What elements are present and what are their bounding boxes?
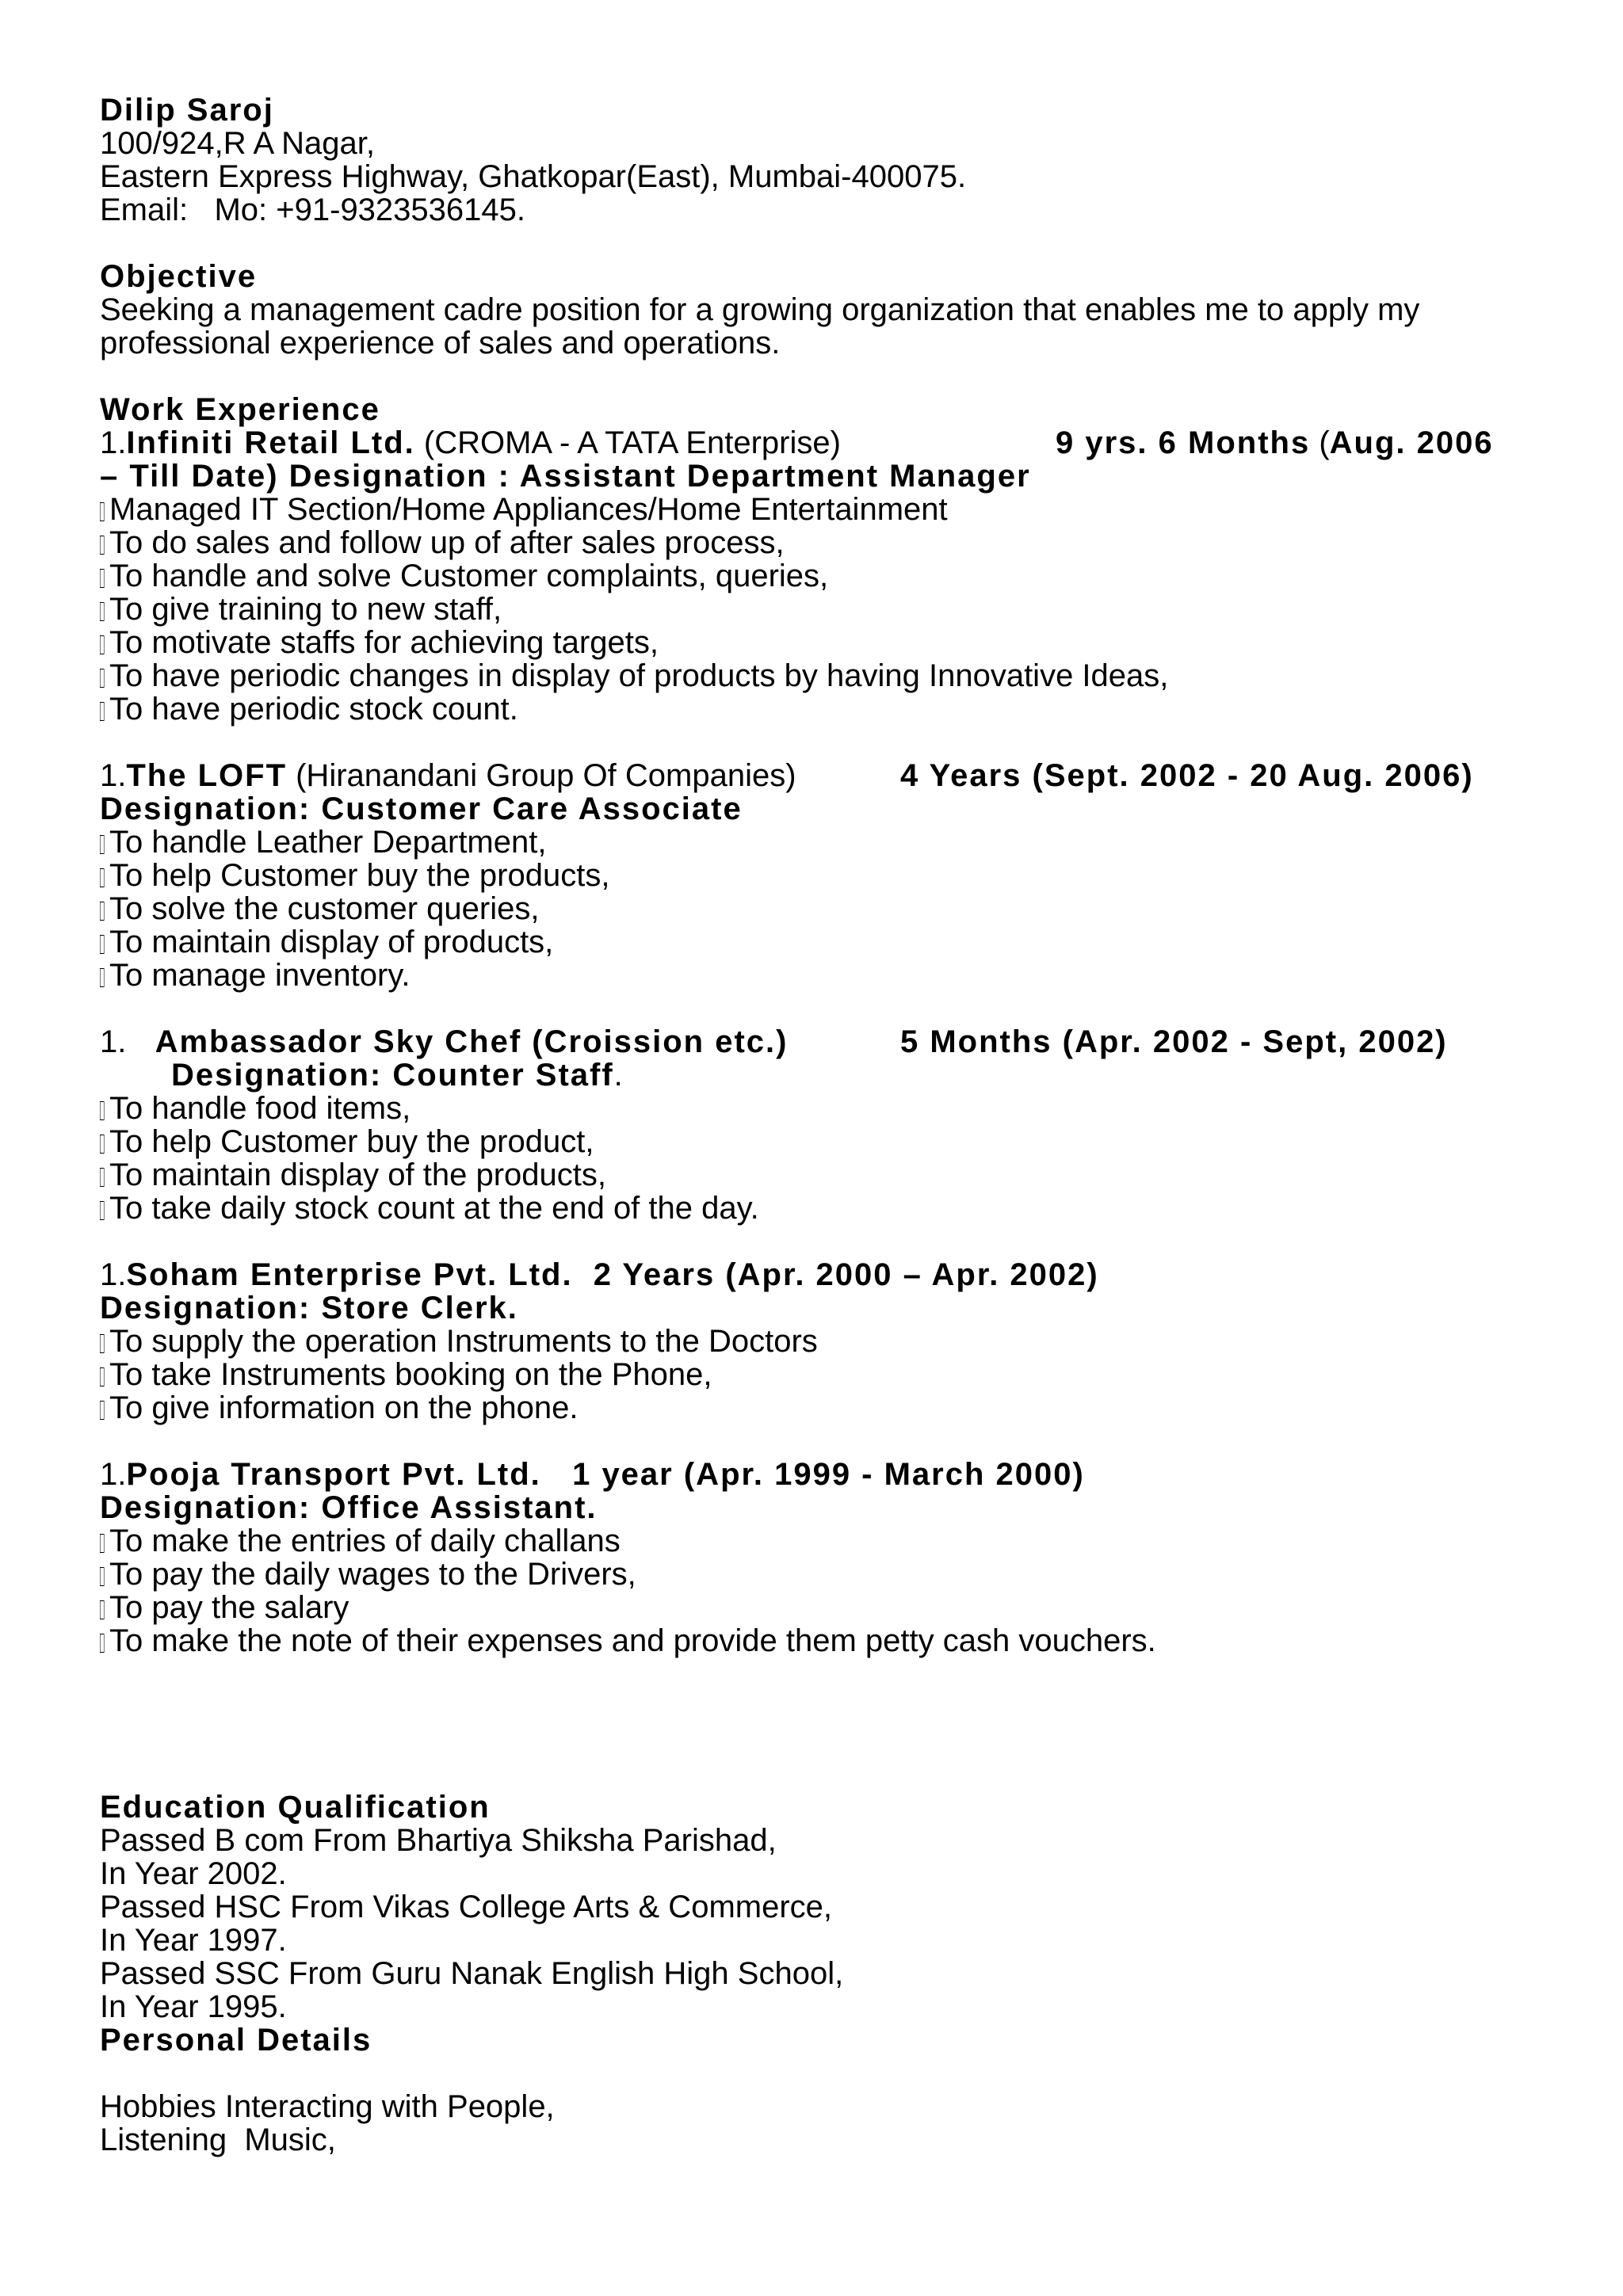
bullet-icon — [100, 1135, 105, 1154]
job-header — [100, 759, 1558, 792]
job-duties-list — [100, 826, 1558, 992]
duty-text: To take Instruments booking on the Phone, — [109, 1357, 712, 1392]
duty-item — [100, 559, 1558, 593]
education-heading: Education Qualification — [100, 1790, 491, 1825]
duty-item — [100, 1092, 1558, 1125]
resume-page — [100, 93, 1558, 2157]
job-duration-paren: ( — [1310, 425, 1330, 460]
duty-item — [100, 859, 1558, 892]
job-duration-start: Aug. 2006 — [1329, 425, 1494, 460]
job-duties-list — [100, 493, 1558, 726]
personal-details-list — [100, 2090, 1558, 2157]
bullet-icon — [100, 502, 105, 521]
bullet-icon — [100, 902, 105, 921]
company-name: Infiniti Retail Ltd. — [126, 425, 415, 460]
duty-item — [100, 1591, 1558, 1624]
personal-detail-line: Hobbies Interacting with People, — [100, 2089, 555, 2124]
bullet-icon — [100, 702, 105, 721]
duty-text: To make the note of their expenses and provide them petty cash vouchers. — [109, 1623, 1156, 1658]
company-name: Pooja Transport Pvt. Ltd. 1 year (Apr. 1999 - March 2000) — [126, 1457, 1085, 1492]
job-duties-list — [100, 1524, 1558, 1657]
job-designation: Designation: Office Assistant. — [100, 1490, 598, 1525]
objective-text-1: Seeking a management cadre position for a growing organization that enables me to apply my — [100, 292, 1420, 327]
duty-item — [100, 1158, 1558, 1192]
job-designation: Designation: Counter Staff — [171, 1058, 614, 1093]
bullet-icon — [100, 1401, 105, 1420]
bullet-icon — [100, 536, 105, 555]
duty-text: To handle and solve Customer complaints, queries, — [109, 559, 829, 593]
duty-item — [100, 692, 1558, 726]
duty-text: To have periodic stock count. — [109, 692, 518, 727]
bullet-icon — [100, 1567, 105, 1586]
work-experience-heading: Work Experience — [100, 392, 380, 427]
bullet-icon — [100, 602, 105, 621]
duty-item — [100, 1325, 1558, 1358]
duty-text: To solve the customer queries, — [109, 891, 540, 926]
job-number: 1. — [100, 1024, 144, 1059]
address-line-2: Eastern Express Highway, Ghatkopar(East), Mumbai-400075. — [100, 159, 967, 194]
education-line: In Year 2002. — [100, 1856, 287, 1891]
duty-item — [100, 925, 1558, 959]
contact-line: Email: Mo: +91-9323536145. — [100, 193, 526, 227]
duty-text: To make the entries of daily challans — [109, 1524, 621, 1558]
duty-item — [100, 1624, 1558, 1657]
duty-item — [100, 826, 1558, 859]
objective-text-2: professional experience of sales and operations. — [100, 326, 781, 360]
duty-text: To handle food items, — [109, 1091, 411, 1126]
bullet-icon — [100, 1534, 105, 1553]
education-line: Passed HSC From Vikas College Arts & Commerce, — [100, 1890, 833, 1924]
duty-text: To pay the daily wages to the Drivers, — [109, 1557, 636, 1592]
job-header — [100, 1258, 1558, 1291]
duty-text: To do sales and follow up of after sales process, — [109, 525, 785, 560]
duty-text: To help Customer buy the product, — [109, 1124, 594, 1159]
designation-period: . — [613, 1058, 623, 1093]
duty-text: To maintain display of products, — [109, 925, 554, 959]
duty-item — [100, 626, 1558, 659]
education-line: Passed SSC From Guru Nanak English High School, — [100, 1956, 844, 1991]
bullet-icon — [100, 835, 105, 854]
job-duration: 5 Months (Apr. 2002 - Sept, 2002) — [900, 1024, 1448, 1059]
duty-text: To help Customer buy the products, — [109, 858, 610, 893]
duty-text: Managed IT Section/Home Appliances/Home Entertainment — [109, 492, 948, 527]
personal-detail-line: Listening Music, — [100, 2122, 336, 2157]
education-line: In Year 1995. — [100, 1989, 287, 2024]
bullet-icon — [100, 635, 105, 654]
bullet-icon — [100, 1334, 105, 1353]
duty-text: To maintain display of the products, — [109, 1158, 607, 1192]
company-name: The LOFT — [126, 758, 287, 793]
duty-item — [100, 959, 1558, 992]
bullet-icon — [100, 1600, 105, 1619]
bullet-icon — [100, 569, 105, 588]
job-duties-list — [100, 1092, 1558, 1225]
duty-text: To manage inventory. — [109, 958, 411, 993]
duty-item — [100, 1558, 1558, 1591]
duty-text: To take daily stock count at the end of the day. — [109, 1191, 759, 1226]
bullet-icon — [100, 968, 105, 987]
job-header — [100, 1458, 1558, 1491]
bullet-icon — [100, 1367, 105, 1386]
duty-item — [100, 659, 1558, 692]
job-designation: Designation: Store Clerk. — [100, 1291, 518, 1325]
duty-item — [100, 1192, 1558, 1225]
candidate-name: Dilip Saroj — [100, 93, 274, 128]
job-designation: Designation: Customer Care Associate — [100, 791, 743, 826]
duty-item — [100, 1358, 1558, 1391]
bullet-icon — [100, 669, 105, 688]
education-line: In Year 1997. — [100, 1923, 287, 1958]
company-name: Ambassador Sky Chef (Croission etc.) — [155, 1024, 789, 1059]
bullet-icon — [100, 935, 105, 954]
bullet-icon — [100, 1201, 105, 1220]
company-name: Soham Enterprise Pvt. Ltd. 2 Years (Apr. 2000 – Apr. 2002) — [126, 1257, 1099, 1292]
duty-item — [100, 892, 1558, 925]
job-number: 1. — [100, 425, 127, 460]
address-line-1: 100/924,R A Nagar, — [100, 126, 375, 161]
duty-item — [100, 1524, 1558, 1558]
bullet-icon — [100, 868, 105, 887]
job-number: 1. — [100, 1457, 127, 1492]
duty-text: To have periodic changes in display of products by having Innovative Ideas, — [109, 658, 1169, 693]
bullet-icon — [100, 1101, 105, 1120]
duty-item — [100, 1391, 1558, 1425]
duty-text: To supply the operation Instruments to the Doctors — [109, 1324, 818, 1359]
education-line: Passed B com From Bhartiya Shiksha Parishad, — [100, 1823, 777, 1858]
job-header — [100, 1025, 1558, 1058]
education-list — [100, 1824, 1558, 2023]
job-number: 1. — [100, 1257, 127, 1292]
job-duration: 9 yrs. 6 Months — [1056, 425, 1311, 460]
duty-item — [100, 526, 1558, 559]
job-designation-line — [100, 1058, 1558, 1092]
objective-heading: Objective — [100, 259, 258, 294]
duty-text: To give training to new staff, — [109, 592, 502, 627]
duty-text: To give information on the phone. — [109, 1390, 579, 1425]
company-note: (Hiranandani Group Of Companies) — [287, 758, 796, 793]
bullet-icon — [100, 1634, 105, 1653]
duty-text: To handle Leather Department, — [109, 825, 547, 860]
duty-text: To motivate staffs for achieving targets, — [109, 625, 659, 660]
duty-item — [100, 1125, 1558, 1158]
job-header — [100, 426, 1558, 460]
duty-text: To pay the salary — [109, 1590, 349, 1625]
job-duration: 4 Years (Sept. 2002 - 20 Aug. 2006) — [900, 758, 1474, 793]
job-designation: – Till Date) Designation : Assistant Department Manager — [100, 459, 1031, 494]
duty-item — [100, 593, 1558, 626]
bullet-icon — [100, 1168, 105, 1187]
duty-item — [100, 493, 1558, 526]
job-duties-list — [100, 1325, 1558, 1425]
job-number: 1. — [100, 758, 127, 793]
personal-details-heading: Personal Details — [100, 2023, 372, 2058]
company-note: (CROMA - A TATA Enterprise) — [414, 425, 841, 460]
